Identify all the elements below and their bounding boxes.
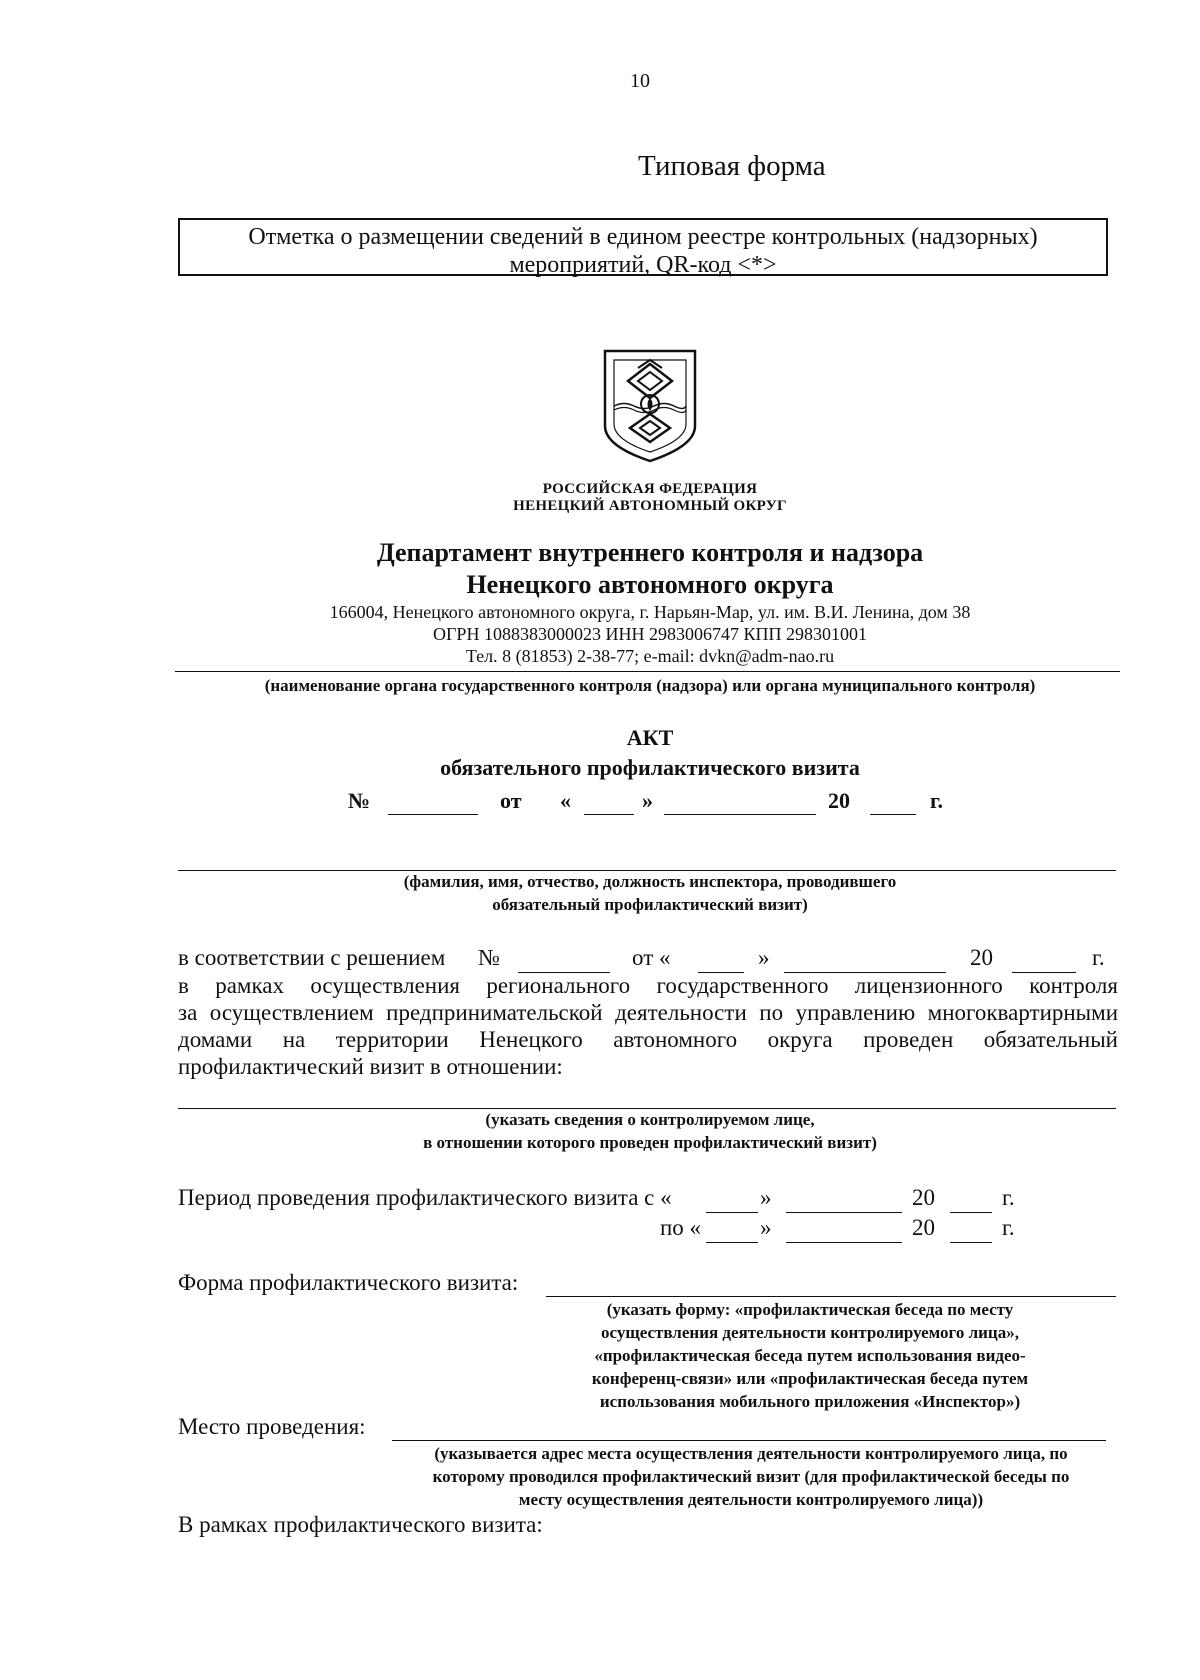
period-from-year-suffix: г. <box>1002 1185 1015 1210</box>
period-to-day-field[interactable] <box>706 1242 758 1243</box>
decision-from-label: от « <box>632 945 671 970</box>
period-to-year-field[interactable] <box>950 1242 992 1243</box>
period-label: Период проведения профилактического визита с « <box>178 1185 672 1210</box>
period-to-quote-close: » <box>760 1215 772 1240</box>
act-number-field[interactable] <box>388 814 478 815</box>
form-title: Типовая форма <box>638 150 826 182</box>
body-line3: домами на территории Ненецкого автономного округа проведен обязательный <box>178 1027 1118 1052</box>
department-name-line1: Департамент внутреннего контроля и надзора <box>376 538 924 567</box>
region-name: НЕНЕЦКИЙ АВТОНОМНЫЙ ОКРУГ <box>513 498 787 514</box>
subject-caption-line1: (указать сведения о контролируемом лице, <box>485 1110 815 1129</box>
act-number-label: № <box>348 788 371 813</box>
country-name: РОССИЙСКАЯ ФЕДЕРАЦИЯ <box>542 481 758 497</box>
period-from-day-field[interactable] <box>706 1212 758 1213</box>
act-day-field[interactable] <box>584 814 634 815</box>
place-caption-line: месту осуществления деятельности контролируемого лица)) <box>518 1490 984 1509</box>
visit-form-caption-line: (указать форму: «профилактическая беседа по месту <box>606 1300 1014 1319</box>
inspector-field[interactable] <box>178 870 1116 871</box>
visit-form-caption <box>540 1298 1080 1413</box>
coat-of-arms-icon <box>600 346 700 466</box>
period-from-year-prefix: 20 <box>912 1185 935 1210</box>
qr-note-line2: мероприятий, QR-код <*> <box>509 252 777 278</box>
place-caption-line: которому проводился профилактический визит (для профилактической беседы по <box>432 1467 1070 1486</box>
decision-quote-close: » <box>758 945 770 970</box>
visit-form-field[interactable] <box>546 1296 1116 1297</box>
body-line1: в рамках осуществления регионального государственного лицензионного контроля <box>178 973 1118 998</box>
period-to-year-suffix: г. <box>1002 1215 1015 1240</box>
department-address: 166004, Ненецкого автономного округа, г. Нарьян-Мар, ул. им. В.И. Ленина, дом 38 <box>329 602 971 622</box>
act-quote-close: » <box>642 788 653 813</box>
body-line4: профилактический визит в отношении: <box>178 1054 563 1079</box>
act-title: АКТ <box>626 725 674 750</box>
page-number: 10 <box>630 70 650 92</box>
visit-form-caption-line: использования мобильного приложения «Инспектор») <box>599 1392 1021 1411</box>
period-from-year-field[interactable] <box>950 1212 992 1213</box>
place-field[interactable] <box>392 1440 1106 1441</box>
department-contacts: Тел. 8 (81853) 2-38-77; e-mail: dvkn@adm-nao.ru <box>465 646 835 666</box>
act-quote-open: « <box>560 788 571 813</box>
place-caption-line: (указывается адрес места осуществления деятельности контролируемого лица, по <box>434 1444 1068 1463</box>
act-year-field[interactable] <box>870 814 916 815</box>
place-label: Место проведения: <box>178 1414 366 1439</box>
body-line2: за осуществлением предпринимательской деятельности по управлению многоквартирными <box>178 1000 1118 1025</box>
inspector-caption-line2: обязательный профилактический визит) <box>492 895 808 914</box>
period-to-year-prefix: 20 <box>912 1215 935 1240</box>
subject-caption-line2: в отношении которого проведен профилактический визит) <box>423 1133 877 1152</box>
place-caption <box>386 1442 1116 1511</box>
department-name-line2: Ненецкого автономного округа <box>466 570 834 599</box>
decision-label: в соответствии с решением <box>178 945 446 970</box>
visit-form-label: Форма профилактического визита: <box>178 1270 519 1295</box>
qr-registry-box <box>178 218 1108 276</box>
act-from-label: от <box>500 788 522 813</box>
period-to-label: по « <box>660 1215 702 1240</box>
act-year-suffix: г. <box>930 788 944 813</box>
final-label: В рамках профилактического визита: <box>178 1512 543 1537</box>
decision-year-prefix: 20 <box>970 945 993 970</box>
visit-form-caption-line: «профилактическая беседа путем использования видео- <box>594 1346 1026 1365</box>
header-divider <box>175 671 1120 672</box>
period-from-month-field[interactable] <box>786 1212 902 1213</box>
act-month-field[interactable] <box>664 814 816 815</box>
decision-year-suffix: г. <box>1092 945 1105 970</box>
body-paragraph <box>178 972 1118 1080</box>
department-ids: ОГРН 1088383000023 ИНН 2983006747 КПП 298301001 <box>433 624 867 644</box>
visit-form-caption-line: конференц-связи» или «профилактическая беседа путем <box>591 1369 1029 1388</box>
authority-caption: (наименование органа государственного контроля (надзора) или органа муниципального контроля) <box>264 676 1036 695</box>
visit-form-caption-line: осуществления деятельности контролируемого лица», <box>601 1323 1019 1342</box>
subject-field[interactable] <box>178 1108 1116 1109</box>
period-from-quote-close: » <box>760 1185 772 1210</box>
inspector-caption-line1: (фамилия, имя, отчество, должность инспектора, проводившего <box>403 872 897 891</box>
decision-number-label: № <box>478 945 500 970</box>
act-year-prefix: 20 <box>828 788 850 813</box>
period-to-month-field[interactable] <box>786 1242 902 1243</box>
act-subtitle: обязательного профилактического визита <box>440 755 860 780</box>
qr-note-line1: Отметка о размещении сведений в едином реестре контрольных (надзорных) <box>248 224 1038 250</box>
